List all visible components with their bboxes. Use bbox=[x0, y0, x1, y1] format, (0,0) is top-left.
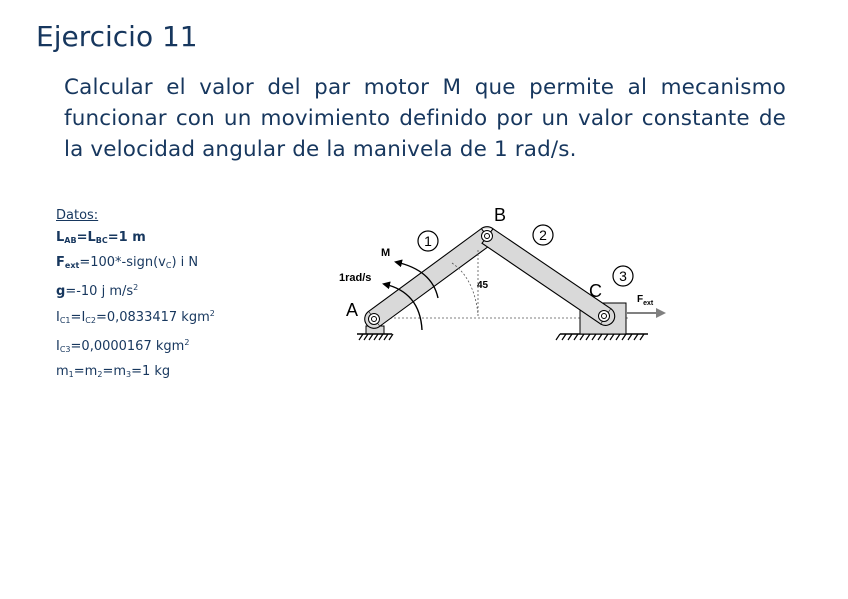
problem-statement: Calcular el valor del par motor M que permite al mecanismo funcionar con un movimiento definido por un valor constante de la velocidad angular de la manivela de 1 rad/s. bbox=[64, 75, 786, 162]
datos-masses: $m_1=m_2=m_3=1$ kg bbox=[56, 364, 171, 379]
link-2-marker bbox=[533, 225, 553, 245]
joint-b bbox=[482, 231, 493, 242]
datos-inertia-3: $I_{C3}=0,0000167$ kgm$^2$ bbox=[56, 338, 190, 354]
link-3-marker bbox=[613, 266, 633, 286]
datos-inertia-12: $I_{C1}=I_{C2}=0,0833417$ kgm$^2$ bbox=[56, 309, 215, 325]
datos-gravity: g=-10 j $m/s^2$ bbox=[56, 283, 139, 299]
svg-text:1: 1 bbox=[424, 233, 432, 249]
label-m: M bbox=[381, 247, 391, 259]
svg-text:3: 3 bbox=[619, 268, 627, 284]
svg-text:2: 2 bbox=[539, 227, 547, 243]
label-c: C bbox=[589, 281, 602, 301]
datos-force: $F_{ext}=100*-sign(v_C)$ i N bbox=[56, 255, 199, 270]
ground-slider bbox=[556, 334, 648, 340]
datos-length: $L_{AB}=L_{BC}=1$ m bbox=[56, 230, 146, 245]
label-b: B bbox=[494, 205, 507, 225]
label-fext: $F_{ext}$ bbox=[637, 294, 654, 307]
datos-header: Datos: bbox=[56, 208, 99, 223]
slide-title: Ejercicio 11 bbox=[36, 20, 198, 53]
angle-label: 45 bbox=[477, 280, 489, 291]
label-a: A bbox=[346, 300, 359, 320]
link-1-marker bbox=[418, 231, 438, 251]
joint-a bbox=[369, 314, 380, 325]
joint-c bbox=[599, 311, 610, 322]
label-omega: 1rad/s bbox=[339, 272, 372, 284]
